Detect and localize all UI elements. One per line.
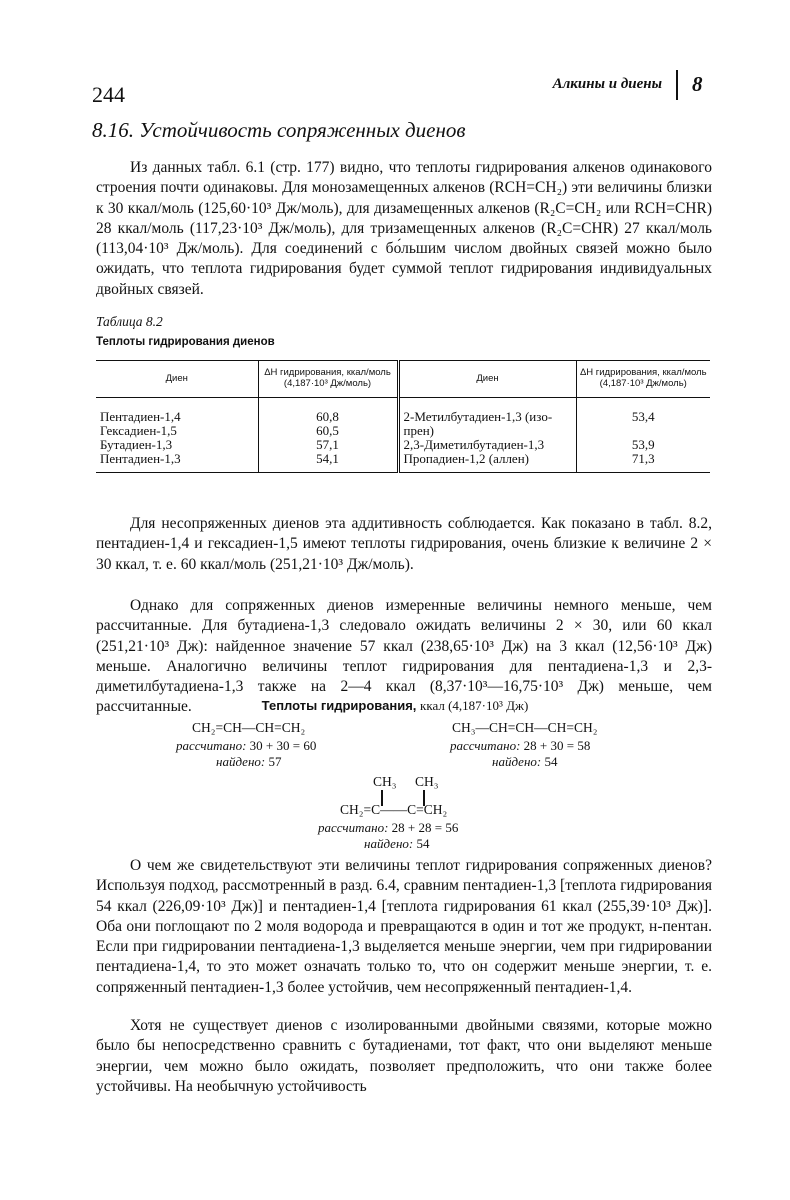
calc-value: 30 + 30 = 60 bbox=[249, 738, 317, 753]
table-cell bbox=[576, 424, 710, 438]
paragraph-intro: Из данных табл. 6.1 (стр. 177) видно, что теплоты гидрирования алкенов одинакового строения почти одинаковы. Для монозамещенных алкенов (RCH=CH₂) эти величины близки к 30 ккал/моль (125,60·10³ Дж/моль), для дизамещенных алкенов (R₂C=CH₂ или RCH=CHR) 28 ккал/моль (117,23·10³ Дж/моль), для тризамещенных алкенов (R₂C=CHR) 27 ккал/моль (113,04·10³ Дж/моль). Для соединений с бо́льшим числом двойных связей можно было ожидать, что теплота гидрирования будет суммой теплот гидрирования индивидуальных двойных связей. bbox=[96, 159, 712, 298]
table-row bbox=[96, 438, 710, 452]
heats-table bbox=[96, 360, 710, 473]
table-cell: Пропадиен-1,2 (аллен) bbox=[398, 452, 576, 473]
table-cell: 57,1 bbox=[258, 438, 398, 452]
section-title: 8.16. Устойчивость сопряженных диенов bbox=[92, 118, 466, 142]
butadiene-calc bbox=[176, 738, 316, 754]
page-number: 244 bbox=[92, 82, 125, 107]
calc-label: рассчитано: bbox=[318, 820, 389, 835]
col-header-diene-left: Диен bbox=[96, 361, 258, 398]
dimethylbutadiene-calc bbox=[318, 820, 458, 836]
table-cell: 2,3-Диметилбутадиен-1,3 bbox=[398, 438, 576, 452]
table-row bbox=[96, 398, 710, 425]
table-cell: прен) bbox=[398, 424, 576, 438]
butadiene-formula: CH₂=CH—CH=CH₂ bbox=[192, 720, 306, 735]
table-cell: 60,5 bbox=[258, 424, 398, 438]
header-divider bbox=[676, 70, 678, 100]
structures-title bbox=[0, 698, 790, 714]
chapter-number: 8 bbox=[692, 72, 703, 96]
table-cell: 60,8 bbox=[258, 398, 398, 425]
table-title: Теплоты гидрирования диенов bbox=[96, 336, 275, 348]
paragraph-interpretation: О чем же свидетельствуют эти величины теплот гидрирования сопряженных диенов? Используя подход, рассмотренный в разд. 6.4, сравним пентадиен-1,3 [теплота гидрирования 54 ккал (226,09·10³ Дж)] и пентадиен-1,4 [теплота гидрирования 61 ккал (255,39·10³ Дж)]. Оба они поглощают по 2 моля водорода и превращаются в один и тот же продукт, н-пентан. Если при гидрировании пентадиена-1,3 выделяется меньше энергии, чем при гидрировании пентадиена-1,4, то это может означать только то, что он содержит меньше энергии, т. е. сопряженный пентадиен-1,3 более устойчив, чем несопряженный пентадиен-1,4. bbox=[96, 857, 712, 996]
dimethylbutadiene-found bbox=[364, 836, 429, 852]
table-cell: 54,1 bbox=[258, 452, 398, 473]
paragraph-nonconjugated: Для несопряженных диенов эта аддитивность соблюдается. Как показано в табл. 8.2, пентадиен-1,4 и гексадиен-1,5 имеют теплоты гидрирования, очень близкие к величине 2 × 30 ккал, т. е. 60 ккал/моль (251,21·10³ Дж/моль). bbox=[96, 515, 712, 573]
col-header-dh-right: ΔH гидрирования, ккал/моль (4,187·10³ Дж/моль) bbox=[576, 361, 710, 398]
table-cell: 71,3 bbox=[631, 451, 655, 466]
calc-label: рассчитано: bbox=[176, 738, 247, 753]
table-cell: 53,9 bbox=[631, 437, 655, 452]
table-row bbox=[96, 424, 710, 438]
running-head: Алкины и диены bbox=[552, 76, 662, 92]
pentadiene-found bbox=[492, 754, 557, 770]
found-label: найдено: bbox=[492, 754, 542, 769]
table-cell: Гексадиен-1,5 bbox=[96, 424, 258, 438]
butadiene-found bbox=[216, 754, 281, 770]
table-cell: Пентадиен-1,4 bbox=[96, 398, 258, 425]
found-value: 54 bbox=[416, 836, 430, 851]
table-cell: Бутадиен-1,3 bbox=[96, 438, 258, 452]
pentadiene-calc bbox=[450, 738, 590, 754]
structures-title-unit: ккал (4,187·10³ Дж) bbox=[420, 698, 529, 713]
table-cell: Пентадиен-1,3 bbox=[96, 452, 258, 473]
structures-title-text: Теплоты гидрирования, bbox=[261, 698, 417, 713]
col-header-diene-right: Диен bbox=[398, 361, 576, 398]
methyl-left: CH₃ bbox=[373, 774, 397, 789]
table-cell: 2-Метилбутадиен-1,3 (изо- bbox=[398, 398, 576, 425]
found-label: найдено: bbox=[364, 836, 414, 851]
pentadiene-formula: CH₃—CH=CH—CH=CH₂ bbox=[452, 720, 598, 735]
calc-label: рассчитано: bbox=[450, 738, 521, 753]
col-header-dh-left: ΔH гидрирования, ккал/моль (4,187·10³ Дж/моль) bbox=[258, 361, 398, 398]
table-cell: 53,4 bbox=[631, 409, 655, 424]
found-label: найдено: bbox=[216, 754, 266, 769]
found-value: 54 bbox=[544, 754, 558, 769]
table-label: Таблица 8.2 bbox=[96, 314, 163, 329]
methyl-right: CH₃ bbox=[415, 774, 439, 789]
paragraph-conjugated: Однако для сопряженных диенов измеренные величины немного меньше, чем рассчитанные. Для бутадиена-1,3 следовало ожидать величины 2 × 30, или 60 ккал (251,21·10³ Дж): найденное значение 57 ккал (238,65·10³ Дж) на 3 ккал (12,56·10³ Дж) меньше. Аналогично величины теплот гидрирования для пентадиена-1,3 и 2,3-диметилбутадиена-1,3 также на 2—4 ккал (8,37·10³—16,75·10³ Дж) меньше, чем рассчитанные. bbox=[96, 597, 712, 716]
found-value: 57 bbox=[268, 754, 282, 769]
table-row bbox=[96, 452, 710, 473]
dimethylbutadiene-chain: CH₂=C——C=CH₂ bbox=[340, 802, 448, 817]
calc-value: 28 + 30 = 58 bbox=[523, 738, 591, 753]
calc-value: 28 + 28 = 56 bbox=[391, 820, 459, 835]
paragraph-stability: Хотя не существует диенов с изолированными двойными связями, которые можно было бы непосредственно сравнить с бутадиенами, тот факт, что они выделяют меньше энергии, чем можно было ожидать, позволяет предположить, что они также более устойчивы. На необычную устойчивость bbox=[96, 1017, 712, 1095]
